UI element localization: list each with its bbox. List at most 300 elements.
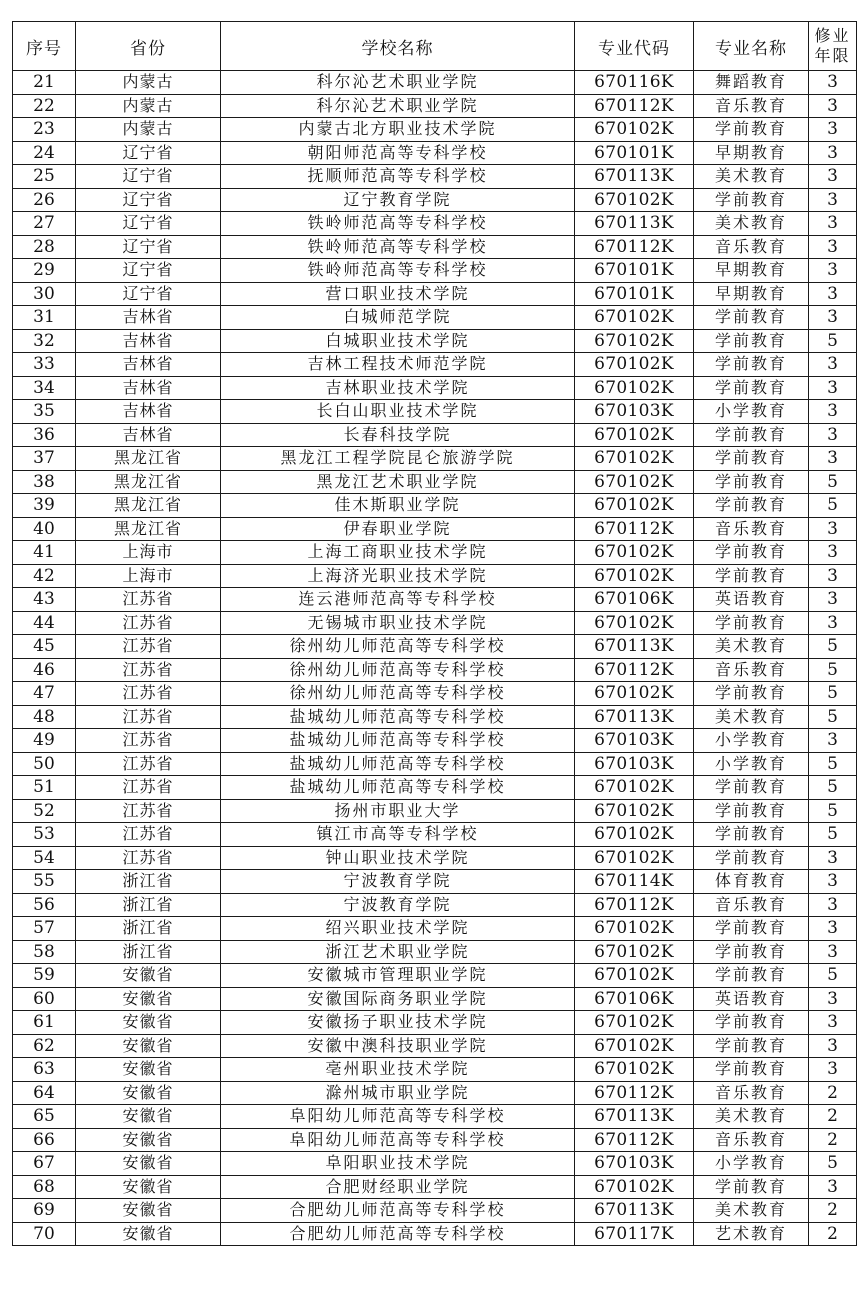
cell-province: 江苏省 — [76, 776, 221, 800]
cell-code: 670113K — [575, 165, 694, 189]
cell-school: 佳木斯职业学院 — [221, 494, 575, 518]
cell-school: 亳州职业技术学院 — [221, 1058, 575, 1082]
cell-no: 54 — [13, 846, 76, 870]
cell-years: 3 — [809, 141, 857, 165]
cell-no: 60 — [13, 987, 76, 1011]
cell-major: 小学教育 — [694, 752, 809, 776]
cell-school: 长白山职业技术学院 — [221, 400, 575, 424]
table-row — [13, 1081, 857, 1105]
cell-major: 小学教育 — [694, 729, 809, 753]
cell-no: 42 — [13, 564, 76, 588]
cell-province: 内蒙古 — [76, 94, 221, 118]
table-row — [13, 470, 857, 494]
cell-province: 吉林省 — [76, 353, 221, 377]
table-row — [13, 423, 857, 447]
cell-years: 5 — [809, 635, 857, 659]
cell-no: 55 — [13, 870, 76, 894]
cell-no: 37 — [13, 447, 76, 471]
cell-no: 58 — [13, 940, 76, 964]
table-row — [13, 682, 857, 706]
cell-major: 学前教育 — [694, 306, 809, 330]
table-row — [13, 329, 857, 353]
cell-major: 学前教育 — [694, 353, 809, 377]
cell-years: 3 — [809, 1011, 857, 1035]
cell-major: 小学教育 — [694, 1152, 809, 1176]
cell-years: 2 — [809, 1081, 857, 1105]
cell-code: 670102K — [575, 564, 694, 588]
cell-school: 安徽城市管理职业学院 — [221, 964, 575, 988]
cell-code: 670102K — [575, 423, 694, 447]
cell-province: 辽宁省 — [76, 165, 221, 189]
cell-province: 江苏省 — [76, 588, 221, 612]
header-years-line1: 修业 — [814, 26, 851, 45]
cell-school: 内蒙古北方职业技术学院 — [221, 118, 575, 142]
cell-school: 连云港师范高等专科学校 — [221, 588, 575, 612]
cell-province: 江苏省 — [76, 635, 221, 659]
cell-province: 安徽省 — [76, 987, 221, 1011]
cell-years: 3 — [809, 400, 857, 424]
cell-province: 浙江省 — [76, 917, 221, 941]
cell-years: 3 — [809, 893, 857, 917]
cell-years: 3 — [809, 118, 857, 142]
cell-years: 3 — [809, 212, 857, 236]
cell-school: 科尔沁艺术职业学院 — [221, 94, 575, 118]
header-major: 专业名称 — [694, 22, 809, 71]
cell-school: 白城师范学院 — [221, 306, 575, 330]
cell-major: 学前教育 — [694, 494, 809, 518]
cell-years: 5 — [809, 964, 857, 988]
cell-province: 江苏省 — [76, 682, 221, 706]
cell-school: 辽宁教育学院 — [221, 188, 575, 212]
cell-province: 辽宁省 — [76, 141, 221, 165]
cell-no: 63 — [13, 1058, 76, 1082]
cell-major: 舞蹈教育 — [694, 71, 809, 95]
table-row — [13, 94, 857, 118]
table-row — [13, 141, 857, 165]
cell-province: 内蒙古 — [76, 71, 221, 95]
table-row — [13, 447, 857, 471]
cell-no: 29 — [13, 259, 76, 283]
cell-school: 吉林职业技术学院 — [221, 376, 575, 400]
cell-major: 学前教育 — [694, 611, 809, 635]
cell-major: 学前教育 — [694, 376, 809, 400]
cell-years: 5 — [809, 658, 857, 682]
cell-code: 670112K — [575, 235, 694, 259]
cell-school: 吉林工程技术师范学院 — [221, 353, 575, 377]
cell-code: 670117K — [575, 1222, 694, 1246]
table-row — [13, 729, 857, 753]
cell-code: 670102K — [575, 353, 694, 377]
table-row — [13, 658, 857, 682]
table-row — [13, 1034, 857, 1058]
cell-no: 65 — [13, 1105, 76, 1129]
cell-province: 江苏省 — [76, 799, 221, 823]
cell-province: 安徽省 — [76, 1011, 221, 1035]
cell-no: 23 — [13, 118, 76, 142]
cell-province: 黑龙江省 — [76, 494, 221, 518]
cell-province: 江苏省 — [76, 611, 221, 635]
cell-major: 学前教育 — [694, 846, 809, 870]
cell-major: 小学教育 — [694, 400, 809, 424]
cell-province: 内蒙古 — [76, 118, 221, 142]
cell-school: 黑龙江工程学院昆仑旅游学院 — [221, 447, 575, 471]
table-body — [13, 71, 857, 1246]
cell-province: 吉林省 — [76, 329, 221, 353]
cell-major: 学前教育 — [694, 776, 809, 800]
cell-code: 670113K — [575, 1105, 694, 1129]
cell-province: 辽宁省 — [76, 282, 221, 306]
cell-school: 滁州城市职业学院 — [221, 1081, 575, 1105]
cell-major: 美术教育 — [694, 212, 809, 236]
table-row — [13, 212, 857, 236]
table-row — [13, 165, 857, 189]
cell-school: 铁岭师范高等专科学校 — [221, 212, 575, 236]
cell-school: 营口职业技术学院 — [221, 282, 575, 306]
cell-years: 3 — [809, 1175, 857, 1199]
cell-province: 辽宁省 — [76, 259, 221, 283]
cell-major: 美术教育 — [694, 1105, 809, 1129]
cell-major: 学前教育 — [694, 799, 809, 823]
cell-years: 2 — [809, 1222, 857, 1246]
table-row — [13, 870, 857, 894]
cell-school: 扬州市职业大学 — [221, 799, 575, 823]
cell-code: 670102K — [575, 494, 694, 518]
cell-school: 宁波教育学院 — [221, 893, 575, 917]
cell-school: 合肥财经职业学院 — [221, 1175, 575, 1199]
cell-province: 江苏省 — [76, 705, 221, 729]
cell-no: 53 — [13, 823, 76, 847]
cell-major: 学前教育 — [694, 823, 809, 847]
table-row — [13, 1105, 857, 1129]
cell-major: 音乐教育 — [694, 94, 809, 118]
cell-years: 3 — [809, 423, 857, 447]
table-row — [13, 541, 857, 565]
cell-no: 44 — [13, 611, 76, 635]
cell-school: 白城职业技术学院 — [221, 329, 575, 353]
table-row — [13, 118, 857, 142]
cell-years: 3 — [809, 588, 857, 612]
table-row — [13, 564, 857, 588]
cell-years: 3 — [809, 71, 857, 95]
cell-code: 670102K — [575, 470, 694, 494]
cell-code: 670106K — [575, 987, 694, 1011]
cell-major: 体育教育 — [694, 870, 809, 894]
cell-code: 670102K — [575, 1011, 694, 1035]
cell-province: 浙江省 — [76, 940, 221, 964]
cell-code: 670102K — [575, 306, 694, 330]
cell-province: 浙江省 — [76, 870, 221, 894]
cell-years: 5 — [809, 494, 857, 518]
cell-years: 3 — [809, 1058, 857, 1082]
cell-province: 安徽省 — [76, 1128, 221, 1152]
cell-major: 学前教育 — [694, 329, 809, 353]
cell-major: 学前教育 — [694, 1034, 809, 1058]
cell-school: 抚顺师范高等专科学校 — [221, 165, 575, 189]
cell-province: 安徽省 — [76, 964, 221, 988]
cell-no: 27 — [13, 212, 76, 236]
cell-school: 安徽中澳科技职业学院 — [221, 1034, 575, 1058]
cell-province: 吉林省 — [76, 376, 221, 400]
cell-years: 3 — [809, 306, 857, 330]
table-row — [13, 1152, 857, 1176]
cell-school: 黑龙江艺术职业学院 — [221, 470, 575, 494]
cell-no: 41 — [13, 541, 76, 565]
cell-code: 670102K — [575, 447, 694, 471]
cell-major: 学前教育 — [694, 447, 809, 471]
cell-code: 670102K — [575, 329, 694, 353]
cell-no: 36 — [13, 423, 76, 447]
cell-major: 美术教育 — [694, 1199, 809, 1223]
cell-school: 徐州幼儿师范高等专科学校 — [221, 635, 575, 659]
cell-no: 52 — [13, 799, 76, 823]
cell-province: 安徽省 — [76, 1105, 221, 1129]
cell-province: 辽宁省 — [76, 212, 221, 236]
cell-years: 3 — [809, 541, 857, 565]
table-row — [13, 752, 857, 776]
table-row — [13, 893, 857, 917]
cell-no: 69 — [13, 1199, 76, 1223]
cell-major: 学前教育 — [694, 1058, 809, 1082]
cell-code: 670112K — [575, 94, 694, 118]
cell-province: 吉林省 — [76, 400, 221, 424]
cell-no: 48 — [13, 705, 76, 729]
cell-province: 安徽省 — [76, 1081, 221, 1105]
header-province: 省份 — [76, 22, 221, 71]
cell-province: 浙江省 — [76, 893, 221, 917]
cell-no: 38 — [13, 470, 76, 494]
cell-school: 上海工商职业技术学院 — [221, 541, 575, 565]
cell-province: 江苏省 — [76, 846, 221, 870]
cell-province: 黑龙江省 — [76, 447, 221, 471]
cell-code: 670106K — [575, 588, 694, 612]
cell-major: 音乐教育 — [694, 1081, 809, 1105]
cell-code: 670102K — [575, 1034, 694, 1058]
cell-code: 670102K — [575, 776, 694, 800]
cell-code: 670113K — [575, 1199, 694, 1223]
cell-major: 早期教育 — [694, 141, 809, 165]
cell-province: 江苏省 — [76, 658, 221, 682]
cell-major: 英语教育 — [694, 588, 809, 612]
table-row — [13, 1128, 857, 1152]
cell-major: 学前教育 — [694, 1011, 809, 1035]
table-row — [13, 611, 857, 635]
header-code: 专业代码 — [575, 22, 694, 71]
cell-years: 3 — [809, 846, 857, 870]
cell-school: 盐城幼儿师范高等专科学校 — [221, 705, 575, 729]
table-row — [13, 799, 857, 823]
cell-major: 学前教育 — [694, 470, 809, 494]
school-majors-table — [12, 21, 857, 1246]
cell-major: 学前教育 — [694, 564, 809, 588]
cell-years: 3 — [809, 917, 857, 941]
cell-code: 670102K — [575, 541, 694, 565]
cell-code: 670102K — [575, 917, 694, 941]
cell-years: 3 — [809, 447, 857, 471]
cell-no: 62 — [13, 1034, 76, 1058]
cell-school: 盐城幼儿师范高等专科学校 — [221, 776, 575, 800]
cell-years: 3 — [809, 987, 857, 1011]
header-years — [809, 22, 857, 71]
table-row — [13, 282, 857, 306]
cell-school: 阜阳幼儿师范高等专科学校 — [221, 1128, 575, 1152]
header-school: 学校名称 — [221, 22, 575, 71]
cell-code: 670102K — [575, 1058, 694, 1082]
cell-no: 67 — [13, 1152, 76, 1176]
cell-province: 安徽省 — [76, 1175, 221, 1199]
cell-years: 5 — [809, 752, 857, 776]
cell-years: 2 — [809, 1199, 857, 1223]
cell-no: 46 — [13, 658, 76, 682]
cell-years: 3 — [809, 353, 857, 377]
table-row — [13, 917, 857, 941]
cell-years: 3 — [809, 282, 857, 306]
cell-province: 黑龙江省 — [76, 470, 221, 494]
cell-school: 伊春职业学院 — [221, 517, 575, 541]
table-row — [13, 635, 857, 659]
table-row — [13, 1222, 857, 1246]
cell-no: 56 — [13, 893, 76, 917]
table-row — [13, 987, 857, 1011]
cell-code: 670101K — [575, 282, 694, 306]
cell-years: 5 — [809, 682, 857, 706]
cell-years: 2 — [809, 1105, 857, 1129]
cell-no: 33 — [13, 353, 76, 377]
cell-years: 3 — [809, 611, 857, 635]
header-years-line2: 年限 — [814, 46, 851, 65]
cell-major: 学前教育 — [694, 1175, 809, 1199]
cell-province: 黑龙江省 — [76, 517, 221, 541]
cell-code: 670102K — [575, 1175, 694, 1199]
cell-province: 辽宁省 — [76, 235, 221, 259]
table-row — [13, 235, 857, 259]
cell-years: 3 — [809, 517, 857, 541]
cell-code: 670102K — [575, 188, 694, 212]
cell-province: 上海市 — [76, 541, 221, 565]
cell-code: 670114K — [575, 870, 694, 894]
cell-major: 音乐教育 — [694, 517, 809, 541]
cell-major: 美术教育 — [694, 165, 809, 189]
cell-code: 670102K — [575, 940, 694, 964]
cell-years: 5 — [809, 1152, 857, 1176]
cell-years: 5 — [809, 705, 857, 729]
cell-major: 艺术教育 — [694, 1222, 809, 1246]
cell-major: 学前教育 — [694, 118, 809, 142]
table-row — [13, 376, 857, 400]
cell-province: 安徽省 — [76, 1152, 221, 1176]
cell-school: 阜阳幼儿师范高等专科学校 — [221, 1105, 575, 1129]
cell-no: 68 — [13, 1175, 76, 1199]
cell-years: 3 — [809, 564, 857, 588]
cell-school: 上海济光职业技术学院 — [221, 564, 575, 588]
table-row — [13, 494, 857, 518]
cell-school: 科尔沁艺术职业学院 — [221, 71, 575, 95]
cell-code: 670112K — [575, 517, 694, 541]
cell-code: 670113K — [575, 212, 694, 236]
cell-years: 3 — [809, 188, 857, 212]
cell-school: 徐州幼儿师范高等专科学校 — [221, 658, 575, 682]
cell-no: 40 — [13, 517, 76, 541]
cell-major: 学前教育 — [694, 541, 809, 565]
cell-province: 吉林省 — [76, 423, 221, 447]
cell-no: 34 — [13, 376, 76, 400]
cell-code: 670102K — [575, 823, 694, 847]
cell-years: 3 — [809, 235, 857, 259]
table-row — [13, 353, 857, 377]
cell-no: 30 — [13, 282, 76, 306]
cell-school: 安徽扬子职业技术学院 — [221, 1011, 575, 1035]
cell-major: 学前教育 — [694, 682, 809, 706]
cell-no: 22 — [13, 94, 76, 118]
table-row — [13, 964, 857, 988]
cell-school: 铁岭师范高等专科学校 — [221, 235, 575, 259]
cell-years: 5 — [809, 329, 857, 353]
cell-province: 吉林省 — [76, 306, 221, 330]
cell-major: 学前教育 — [694, 917, 809, 941]
cell-school: 合肥幼儿师范高等专科学校 — [221, 1199, 575, 1223]
cell-major: 音乐教育 — [694, 658, 809, 682]
cell-code: 670102K — [575, 376, 694, 400]
table-row — [13, 776, 857, 800]
cell-no: 25 — [13, 165, 76, 189]
cell-province: 安徽省 — [76, 1222, 221, 1246]
cell-code: 670102K — [575, 846, 694, 870]
cell-years: 3 — [809, 1034, 857, 1058]
cell-code: 670101K — [575, 259, 694, 283]
cell-school: 宁波教育学院 — [221, 870, 575, 894]
cell-code: 670103K — [575, 729, 694, 753]
table-row — [13, 71, 857, 95]
table-row — [13, 1011, 857, 1035]
cell-school: 朝阳师范高等专科学校 — [221, 141, 575, 165]
cell-no: 64 — [13, 1081, 76, 1105]
cell-code: 670102K — [575, 682, 694, 706]
table-row — [13, 188, 857, 212]
cell-no: 47 — [13, 682, 76, 706]
table-row — [13, 588, 857, 612]
table-row — [13, 1199, 857, 1223]
cell-code: 670112K — [575, 658, 694, 682]
table-row — [13, 1175, 857, 1199]
cell-no: 51 — [13, 776, 76, 800]
cell-years: 2 — [809, 1128, 857, 1152]
cell-school: 阜阳职业技术学院 — [221, 1152, 575, 1176]
cell-province: 安徽省 — [76, 1058, 221, 1082]
cell-school: 无锡城市职业技术学院 — [221, 611, 575, 635]
cell-no: 61 — [13, 1011, 76, 1035]
cell-major: 音乐教育 — [694, 1128, 809, 1152]
cell-school: 徐州幼儿师范高等专科学校 — [221, 682, 575, 706]
cell-years: 3 — [809, 165, 857, 189]
cell-code: 670112K — [575, 1081, 694, 1105]
cell-no: 50 — [13, 752, 76, 776]
cell-code: 670102K — [575, 799, 694, 823]
cell-province: 江苏省 — [76, 729, 221, 753]
cell-no: 24 — [13, 141, 76, 165]
table-row — [13, 846, 857, 870]
cell-no: 70 — [13, 1222, 76, 1246]
table-row — [13, 400, 857, 424]
cell-school: 镇江市高等专科学校 — [221, 823, 575, 847]
table-row — [13, 823, 857, 847]
cell-code: 670102K — [575, 964, 694, 988]
cell-school: 绍兴职业技术学院 — [221, 917, 575, 941]
cell-school: 钟山职业技术学院 — [221, 846, 575, 870]
table-header-row — [13, 22, 857, 71]
cell-province: 安徽省 — [76, 1199, 221, 1223]
cell-no: 35 — [13, 400, 76, 424]
cell-code: 670102K — [575, 118, 694, 142]
cell-years: 5 — [809, 470, 857, 494]
